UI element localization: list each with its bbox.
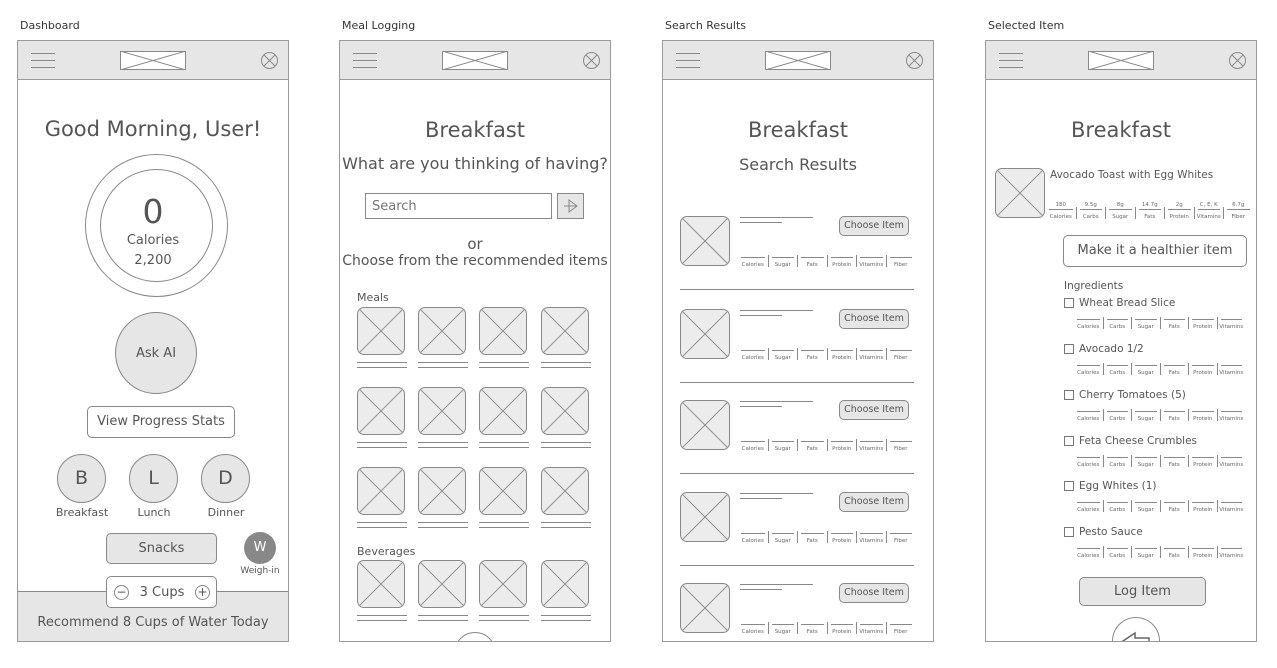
nutrient-cell bbox=[886, 622, 916, 634]
snacks-button[interactable]: Snacks bbox=[106, 533, 217, 564]
page-title: Breakfast bbox=[1071, 118, 1171, 142]
nutrient-cell bbox=[1076, 202, 1106, 220]
nutrient-cell bbox=[768, 531, 798, 543]
ingredients-label: Ingredients bbox=[1064, 280, 1124, 292]
nutrient-cell bbox=[1103, 455, 1132, 467]
result-divider bbox=[680, 289, 914, 290]
result-nutrition-row bbox=[738, 348, 915, 360]
meal-tile-image[interactable] bbox=[541, 307, 589, 355]
result-nutrition-row bbox=[738, 622, 915, 634]
meal-tile-image[interactable] bbox=[357, 307, 405, 355]
nutrient-label: Fiber bbox=[1231, 214, 1245, 220]
nutrient-cell bbox=[827, 255, 857, 267]
nutrient-cell bbox=[1131, 409, 1160, 421]
ingredient-nutrition-row bbox=[1074, 317, 1245, 329]
nutrient-cell bbox=[1131, 363, 1160, 375]
result-divider bbox=[680, 565, 914, 566]
result-nutrition-row bbox=[738, 255, 915, 267]
nutrient-cell bbox=[1131, 500, 1160, 512]
nutrient-cell bbox=[1217, 409, 1246, 421]
nutrient-label: Carbs bbox=[1109, 462, 1126, 468]
nutrient-cell bbox=[1103, 363, 1132, 375]
ingredient-nutrition-row bbox=[1074, 363, 1245, 375]
weigh-in-label: Weigh-in bbox=[240, 566, 280, 576]
nutrient-cell bbox=[1103, 409, 1132, 421]
nutrient-label: Sugar bbox=[1112, 214, 1129, 220]
nutrient-cell bbox=[1131, 546, 1160, 558]
scroll-indicator[interactable] bbox=[454, 632, 496, 642]
nutrient-label: Vitamins bbox=[1219, 324, 1244, 330]
meal-tile-image[interactable] bbox=[541, 387, 589, 435]
nutrient-value: C, E, K bbox=[1199, 202, 1218, 208]
nutrient-label: Vitamins bbox=[859, 629, 884, 635]
ingredient-name: Avocado 1/2 bbox=[1079, 343, 1144, 355]
water-recommendation: Recommend 8 Cups of Water Today bbox=[37, 615, 269, 630]
nutrient-label: Fats bbox=[1168, 462, 1180, 468]
result-nutrition-row bbox=[738, 531, 915, 543]
nutrient-label: Carbs bbox=[1109, 507, 1126, 513]
ask-ai-label: Ask AI bbox=[135, 345, 177, 361]
nutrient-label: Sugar bbox=[774, 262, 791, 268]
nutrient-cell bbox=[1217, 317, 1246, 329]
nutrient-cell bbox=[856, 622, 886, 634]
close-icon[interactable] bbox=[906, 52, 923, 69]
beverages-section-label: Beverages bbox=[357, 545, 416, 558]
meal-tile-caption-lines bbox=[541, 442, 591, 452]
nutrient-label: Sugar bbox=[774, 538, 791, 544]
meal-tile-caption-lines bbox=[479, 522, 529, 532]
nutrient-label: Protein bbox=[1193, 370, 1213, 376]
ingredient-checkbox[interactable] bbox=[1064, 298, 1074, 308]
nutrient-label: Fiber bbox=[894, 446, 908, 452]
calories-label: Calories bbox=[126, 233, 180, 248]
choose-text: Choose from the recommended items bbox=[342, 253, 608, 269]
nutrient-label: Calories bbox=[741, 262, 764, 268]
nutrient-cell bbox=[1223, 202, 1253, 220]
nutrient-label: Vitamins bbox=[1219, 370, 1244, 376]
prompt-text: What are you thinking of having? bbox=[342, 154, 608, 173]
meal-tile-image[interactable] bbox=[357, 467, 405, 515]
ingredient-checkbox[interactable] bbox=[1064, 527, 1074, 537]
close-icon[interactable] bbox=[261, 52, 278, 69]
ingredient-nutrition-row bbox=[1074, 409, 1245, 421]
hamburger-menu-icon[interactable] bbox=[353, 53, 377, 68]
result-title-lines bbox=[740, 493, 813, 503]
nutrient-cell bbox=[1160, 317, 1189, 329]
nutrient-label: Calories bbox=[1077, 324, 1100, 330]
nutrient-cell bbox=[1074, 409, 1103, 421]
nutrient-label: Fats bbox=[806, 538, 818, 544]
meal-tile-image[interactable] bbox=[541, 560, 589, 608]
page-subtitle: Search Results bbox=[739, 155, 857, 174]
nutrient-label: Calories bbox=[1049, 214, 1072, 220]
nutrient-label: Carbs bbox=[1109, 324, 1126, 330]
nutrient-cell bbox=[1131, 317, 1160, 329]
meal-tile-caption-lines bbox=[418, 522, 468, 532]
nutrient-label: Vitamins bbox=[859, 355, 884, 361]
nutrient-label: Calories bbox=[741, 355, 764, 361]
screen-label-dashboard: Dashboard bbox=[20, 19, 80, 32]
item-nutrition-row bbox=[1046, 202, 1253, 220]
nutrient-label: Carbs bbox=[1109, 553, 1126, 559]
meal-tile-caption-lines bbox=[357, 362, 407, 372]
nutrient-cell bbox=[1160, 546, 1189, 558]
nutrient-label: Protein bbox=[832, 355, 852, 361]
nutrient-label: Fiber bbox=[894, 262, 908, 268]
nutrient-label: Calories bbox=[1077, 507, 1100, 513]
breakfast-label: Breakfast bbox=[55, 506, 109, 519]
nutrient-label: Sugar bbox=[774, 629, 791, 635]
meal-tile-caption-lines bbox=[541, 362, 591, 372]
nutrient-cell bbox=[1074, 455, 1103, 467]
ingredient-checkbox[interactable] bbox=[1064, 344, 1074, 354]
page-title: Breakfast bbox=[425, 118, 525, 142]
selected-item-screen bbox=[985, 40, 1257, 642]
log-item-button[interactable]: Log Item bbox=[1079, 577, 1206, 606]
hamburger-menu-icon[interactable] bbox=[676, 53, 700, 68]
nutrient-cell bbox=[738, 622, 768, 634]
result-nutrition-row bbox=[738, 439, 915, 451]
ingredient-checkbox[interactable] bbox=[1064, 390, 1074, 400]
meal-tile-image[interactable] bbox=[357, 560, 405, 608]
nutrient-cell bbox=[1217, 546, 1246, 558]
meal-tile-caption-lines bbox=[479, 615, 529, 625]
nutrient-cell bbox=[1188, 500, 1217, 512]
or-text: or bbox=[467, 235, 483, 253]
top-bar bbox=[986, 41, 1256, 80]
hamburger-menu-icon[interactable] bbox=[999, 53, 1023, 68]
choose-item-button[interactable]: Choose Item bbox=[839, 400, 909, 420]
nutrient-label: Protein bbox=[1169, 214, 1189, 220]
nutrient-cell bbox=[1164, 202, 1194, 220]
nutrient-cell bbox=[768, 439, 798, 451]
nutrient-value: 180 bbox=[1055, 202, 1066, 208]
back-arrow-icon bbox=[1113, 618, 1159, 642]
screen-label-selected-item: Selected Item bbox=[988, 19, 1065, 32]
nutrient-cell bbox=[738, 531, 768, 543]
nutrient-label: Fats bbox=[1168, 416, 1180, 422]
choose-item-button[interactable]: Choose Item bbox=[839, 583, 909, 603]
meal-tile-image[interactable] bbox=[479, 560, 527, 608]
nutrient-cell bbox=[738, 348, 768, 360]
meal-tile-caption-lines bbox=[418, 362, 468, 372]
nutrient-cell bbox=[886, 255, 916, 267]
page-title: Breakfast bbox=[748, 118, 848, 142]
nutrient-label: Calories bbox=[1077, 370, 1100, 376]
nutrient-label: Protein bbox=[1193, 553, 1213, 559]
meal-tile-caption-lines bbox=[541, 522, 591, 532]
nutrient-cell bbox=[1135, 202, 1165, 220]
nutrient-cell bbox=[1046, 202, 1076, 220]
nutrient-label: Vitamins bbox=[1219, 507, 1244, 513]
result-image-placeholder bbox=[680, 492, 730, 542]
lunch-label: Lunch bbox=[137, 506, 171, 519]
item-image-placeholder bbox=[995, 168, 1045, 218]
nutrient-cell bbox=[1131, 455, 1160, 467]
nutrient-label: Vitamins bbox=[1219, 553, 1244, 559]
nutrient-label: Fats bbox=[806, 446, 818, 452]
nutrient-label: Fats bbox=[1168, 324, 1180, 330]
nutrient-cell bbox=[1103, 317, 1132, 329]
screen-label-meal-logging: Meal Logging bbox=[342, 19, 416, 32]
nutrient-label: Protein bbox=[1193, 324, 1213, 330]
meal-logging-screen bbox=[339, 40, 611, 642]
nutrient-label: Calories bbox=[741, 446, 764, 452]
meal-tile-image[interactable] bbox=[541, 467, 589, 515]
meal-tile-caption-lines bbox=[418, 442, 468, 452]
screen-label-search-results: Search Results bbox=[665, 19, 747, 32]
nutrient-label: Sugar bbox=[1137, 324, 1154, 330]
meal-tile-image[interactable] bbox=[479, 467, 527, 515]
nutrient-cell bbox=[738, 439, 768, 451]
nutrient-label: Fiber bbox=[894, 629, 908, 635]
nutrient-label: Protein bbox=[832, 446, 852, 452]
ingredient-checkbox[interactable] bbox=[1064, 481, 1074, 491]
nutrient-cell bbox=[768, 255, 798, 267]
nutrient-label: Vitamins bbox=[1196, 214, 1221, 220]
logo-placeholder bbox=[1088, 51, 1154, 70]
nutrient-label: Calories bbox=[1077, 416, 1100, 422]
meal-tile-image[interactable] bbox=[418, 467, 466, 515]
nutrient-cell bbox=[886, 348, 916, 360]
ingredient-name: Feta Cheese Crumbles bbox=[1079, 435, 1198, 447]
nutrient-cell bbox=[1105, 202, 1135, 220]
search-results-screen bbox=[662, 40, 934, 642]
result-image-placeholder bbox=[680, 309, 730, 359]
nutrient-value: 6.7g bbox=[1232, 202, 1245, 208]
nutrient-cell bbox=[1160, 409, 1189, 421]
nutrient-cell bbox=[1160, 455, 1189, 467]
logo-placeholder bbox=[120, 51, 186, 70]
result-title-lines bbox=[740, 401, 813, 411]
result-title-lines bbox=[740, 310, 813, 320]
nutrient-label: Sugar bbox=[1137, 416, 1154, 422]
nutrient-label: Vitamins bbox=[1219, 462, 1244, 468]
nutrient-cell bbox=[1194, 202, 1224, 220]
meal-tile-image[interactable] bbox=[479, 387, 527, 435]
nutrient-cell bbox=[886, 531, 916, 543]
nutrient-cell bbox=[827, 531, 857, 543]
nutrient-label: Calories bbox=[1077, 553, 1100, 559]
nutrient-label: Calories bbox=[741, 538, 764, 544]
nutrient-value: 14.7g bbox=[1141, 202, 1158, 208]
minus-icon[interactable]: − bbox=[114, 585, 129, 600]
ingredient-name: Egg Whites (1) bbox=[1079, 480, 1157, 492]
nutrient-cell bbox=[1103, 546, 1132, 558]
nutrient-label: Vitamins bbox=[859, 262, 884, 268]
top-bar bbox=[340, 41, 610, 80]
nutrient-label: Sugar bbox=[774, 446, 791, 452]
nutrient-label: Fats bbox=[806, 355, 818, 361]
ingredient-nutrition-row bbox=[1074, 500, 1245, 512]
result-image-placeholder bbox=[680, 400, 730, 450]
dashboard-screen bbox=[17, 40, 289, 642]
nutrient-label: Fats bbox=[806, 629, 818, 635]
nutrient-cell bbox=[856, 348, 886, 360]
nutrient-cell bbox=[1074, 500, 1103, 512]
meal-tile-image[interactable] bbox=[357, 387, 405, 435]
nutrient-value: 9.5g bbox=[1084, 202, 1097, 208]
nutrient-cell bbox=[1188, 455, 1217, 467]
result-image-placeholder bbox=[680, 583, 730, 633]
water-stepper bbox=[106, 576, 217, 608]
nutrient-label: Protein bbox=[832, 629, 852, 635]
nutrient-cell bbox=[1074, 317, 1103, 329]
nutrient-label: Protein bbox=[1193, 416, 1213, 422]
choose-item-button[interactable]: Choose Item bbox=[839, 492, 909, 512]
meal-tile-image[interactable] bbox=[479, 307, 527, 355]
nutrient-cell bbox=[1188, 546, 1217, 558]
nutrient-cell bbox=[797, 439, 827, 451]
nutrient-cell bbox=[827, 622, 857, 634]
nutrient-cell bbox=[1160, 363, 1189, 375]
nutrient-label: Calories bbox=[741, 629, 764, 635]
nutrient-label: Protein bbox=[1193, 507, 1213, 513]
nutrient-label: Calories bbox=[1077, 462, 1100, 468]
nutrient-cell bbox=[827, 439, 857, 451]
nutrient-cell bbox=[856, 531, 886, 543]
meal-tile-image[interactable] bbox=[418, 560, 466, 608]
logo-placeholder bbox=[765, 51, 831, 70]
meal-tile-image[interactable] bbox=[418, 307, 466, 355]
meal-tile-caption-lines bbox=[357, 522, 407, 532]
ingredient-checkbox[interactable] bbox=[1064, 436, 1074, 446]
nutrient-cell bbox=[1217, 500, 1246, 512]
nutrient-cell bbox=[768, 622, 798, 634]
meal-tile-caption-lines bbox=[418, 615, 468, 625]
ingredient-name: Wheat Bread Slice bbox=[1079, 297, 1176, 309]
result-divider bbox=[680, 473, 914, 474]
meal-tile-caption-lines bbox=[357, 442, 407, 452]
close-icon[interactable] bbox=[583, 52, 600, 69]
choose-item-button[interactable]: Choose Item bbox=[839, 309, 909, 329]
nutrient-cell bbox=[1188, 317, 1217, 329]
nutrient-label: Sugar bbox=[774, 355, 791, 361]
nutrient-cell bbox=[1160, 500, 1189, 512]
nutrient-label: Carbs bbox=[1109, 416, 1126, 422]
nutrient-cell bbox=[768, 348, 798, 360]
breakfast-button[interactable]: B bbox=[57, 454, 106, 503]
nutrient-label: Sugar bbox=[1137, 507, 1154, 513]
result-title-lines bbox=[740, 584, 813, 594]
result-divider bbox=[680, 382, 914, 383]
nutrient-cell bbox=[797, 622, 827, 634]
dinner-label: Dinner bbox=[207, 506, 245, 519]
nutrient-cell bbox=[738, 255, 768, 267]
item-name: Avocado Toast with Egg Whites bbox=[1050, 169, 1214, 181]
meal-tile-caption-lines bbox=[541, 615, 591, 625]
ask-ai-button[interactable] bbox=[115, 312, 197, 394]
nutrient-label: Sugar bbox=[1137, 370, 1154, 376]
meal-tile-caption-lines bbox=[479, 362, 529, 372]
nutrient-cell bbox=[886, 439, 916, 451]
nutrient-cell bbox=[797, 348, 827, 360]
nutrient-cell bbox=[797, 255, 827, 267]
ingredient-nutrition-row bbox=[1074, 546, 1245, 558]
nutrient-cell bbox=[1188, 409, 1217, 421]
nutrient-label: Fats bbox=[1144, 214, 1156, 220]
nutrient-cell bbox=[1217, 455, 1246, 467]
healthier-item-button[interactable]: Make it a healthier item bbox=[1063, 235, 1247, 267]
nutrient-cell bbox=[1103, 500, 1132, 512]
meal-tile-caption-lines bbox=[357, 615, 407, 625]
result-image-placeholder bbox=[680, 216, 730, 266]
view-progress-button[interactable]: View Progress Stats bbox=[87, 406, 235, 438]
nutrient-label: Vitamins bbox=[859, 538, 884, 544]
ingredient-name: Pesto Sauce bbox=[1079, 526, 1143, 538]
plus-icon[interactable]: + bbox=[195, 585, 210, 600]
ingredient-nutrition-row bbox=[1074, 455, 1245, 467]
meal-tile-caption-lines bbox=[479, 442, 529, 452]
meal-tile-image[interactable] bbox=[418, 387, 466, 435]
nutrient-cell bbox=[1188, 363, 1217, 375]
nutrient-label: Fats bbox=[1168, 553, 1180, 559]
lunch-button[interactable]: L bbox=[129, 454, 178, 503]
search-input[interactable] bbox=[365, 193, 552, 219]
calories-goal: 2,200 bbox=[134, 253, 172, 268]
result-title-lines bbox=[740, 217, 813, 227]
arrow-right-icon bbox=[558, 194, 583, 218]
nutrient-cell bbox=[797, 531, 827, 543]
nutrient-cell bbox=[1074, 546, 1103, 558]
nutrient-label: Protein bbox=[832, 538, 852, 544]
back-button[interactable] bbox=[1112, 617, 1160, 642]
top-bar bbox=[663, 41, 933, 80]
nutrient-cell bbox=[856, 439, 886, 451]
top-bar bbox=[18, 41, 288, 80]
nutrient-label: Carbs bbox=[1109, 370, 1126, 376]
nutrient-cell bbox=[856, 255, 886, 267]
nutrient-label: Vitamins bbox=[1219, 416, 1244, 422]
ingredient-name: Cherry Tomatoes (5) bbox=[1079, 389, 1186, 401]
nutrient-label: Sugar bbox=[1137, 553, 1154, 559]
greeting-title: Good Morning, User! bbox=[44, 117, 262, 141]
nutrient-label: Fiber bbox=[894, 355, 908, 361]
nutrient-label: Fats bbox=[1168, 370, 1180, 376]
nutrient-label: Protein bbox=[1193, 462, 1213, 468]
nutrient-label: Sugar bbox=[1137, 462, 1154, 468]
hamburger-menu-icon[interactable] bbox=[31, 53, 55, 68]
nutrient-cell bbox=[1217, 363, 1246, 375]
search-submit-button[interactable] bbox=[557, 193, 584, 219]
meals-section-label: Meals bbox=[357, 291, 389, 304]
dinner-button[interactable]: D bbox=[201, 454, 250, 503]
weigh-in-button[interactable]: W bbox=[244, 532, 276, 564]
nutrient-label: Vitamins bbox=[859, 446, 884, 452]
choose-item-button[interactable]: Choose Item bbox=[839, 216, 909, 236]
close-icon[interactable] bbox=[1229, 52, 1246, 69]
nutrient-label: Fiber bbox=[894, 538, 908, 544]
logo-placeholder bbox=[442, 51, 508, 70]
nutrient-cell bbox=[1074, 363, 1103, 375]
nutrient-label: Protein bbox=[832, 262, 852, 268]
nutrient-value: 2g bbox=[1175, 202, 1183, 208]
water-value: 3 Cups bbox=[139, 585, 185, 600]
nutrient-value: 8g bbox=[1116, 202, 1124, 208]
nutrient-label: Fats bbox=[1168, 507, 1180, 513]
calories-value: 0 bbox=[142, 192, 164, 231]
nutrient-label: Carbs bbox=[1082, 214, 1099, 220]
nutrient-label: Fats bbox=[806, 262, 818, 268]
nutrient-cell bbox=[827, 348, 857, 360]
